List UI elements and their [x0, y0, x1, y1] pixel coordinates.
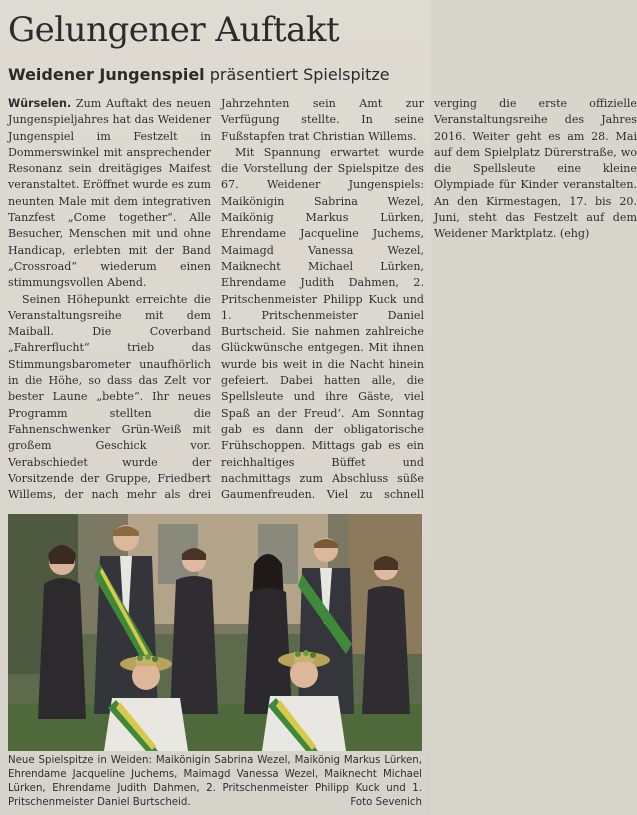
group-photo [8, 514, 422, 751]
subhead-bold: Weidener Jungenspiel [8, 65, 205, 84]
paragraph-text: Zum Auftakt des neuen Jungenspieljahres hat das Weidener Jungenspiel im Festzelt in Dommerswinkel mit ansprechender Resonanz sein dreitägiges Maifest veranstaltet. Eröffnet wurde es zum neunten Male mit dem integrativen Tanzfest „Come together“. Alle Besucher, Menschen mit und ohne Handicap, erlebten mit der Band „Crossroad“ wiederum einen stimmungsvollen Abend. [8, 97, 211, 290]
article-paragraph: Mit Spannung erwartet wurde die Vorstellung der Spielspitze des 67. Weidener Jungenspiels: Maikönigin Sabrina Wezel, Maikönig Markus Lürken, Ehrendame Jacqueline Juchems, Maimagd Vanessa Wezel, Maiknecht Michael Lürken, Ehrendame Judith Dahmen, 2. Pritschenmeister Philipp Kuck und 1. Pritschenmeister Daniel Burtscheid. Sie nahmen zahlreiche Glückwünsche entgegen. Mit ihnen wurde bis weit in die Nacht hinein gefeiert. Dabei hatten alle, die Spellsleute und ihre Gäste, viel Spaß an der Freud‘. Am Sonntag gab es dann der obligatorische Frühschoppen. Mittags gab es ein reichhaltiges Büffet und nachmittags zum Abschluss süße Gaumenfreuden. Viel zu schnell verging die erste offizielle Veranstaltungsreihe des Jahres 2016. Weiter geht es am 28. Mai auf dem Spielplatz Dürerstraße, wo die Spellsleute eine kleine Olympiade für Kinder veranstalten. An den Kirmestagen, 17. bis 20. Juni, steht das Festzelt auf dem Weidener Marktplatz. (ehg) [221, 97, 637, 502]
dateline: Würselen. [8, 97, 72, 110]
article-paragraph: Seinen Höhepunkt erreichte die Veranstaltungsreihe mit dem Maiball. Die Coverband „Fahrerflucht“ trieb das Stimmungsbarometer unaufhörlich in die Höhe, so dass das Zelt vor bester Laune „bebte“. Ihr neues Programm stellten die Fahnenschwenker Grün-Weiß mit großem Geschick vor. Verabschiedet wurde der Vorsitzende der Gruppe, Friedbert Willems, der nach mehr als drei Jahrzehnten sein Amt zur Verfügung stellte. In seine Fußstapfen trat Christian Willems. [8, 97, 424, 502]
subheadline [8, 64, 428, 86]
article-paragraph [8, 96, 211, 292]
photo-credit: Foto Sevenich [350, 797, 422, 808]
headline: Gelungener Auftakt [8, 10, 340, 50]
subhead-rest: präsentiert Spielspitze [209, 65, 390, 84]
photo-caption [8, 754, 422, 810]
caption-text: Neue Spielspitze in Weiden: Maikönigin Sabrina Wezel, Maikönig Markus Lürken, Ehrendame Jacqueline Juchems, Maimagd Vanessa Wezel, Maiknecht Michael Lürken, Ehrendame Judith Dahmen, 2. Pritschenmeister Philipp Kuck und 1. Pritschenmeister Daniel Burtscheid. [8, 755, 422, 808]
group-photo-illustration [8, 514, 422, 751]
article-body [8, 96, 637, 506]
